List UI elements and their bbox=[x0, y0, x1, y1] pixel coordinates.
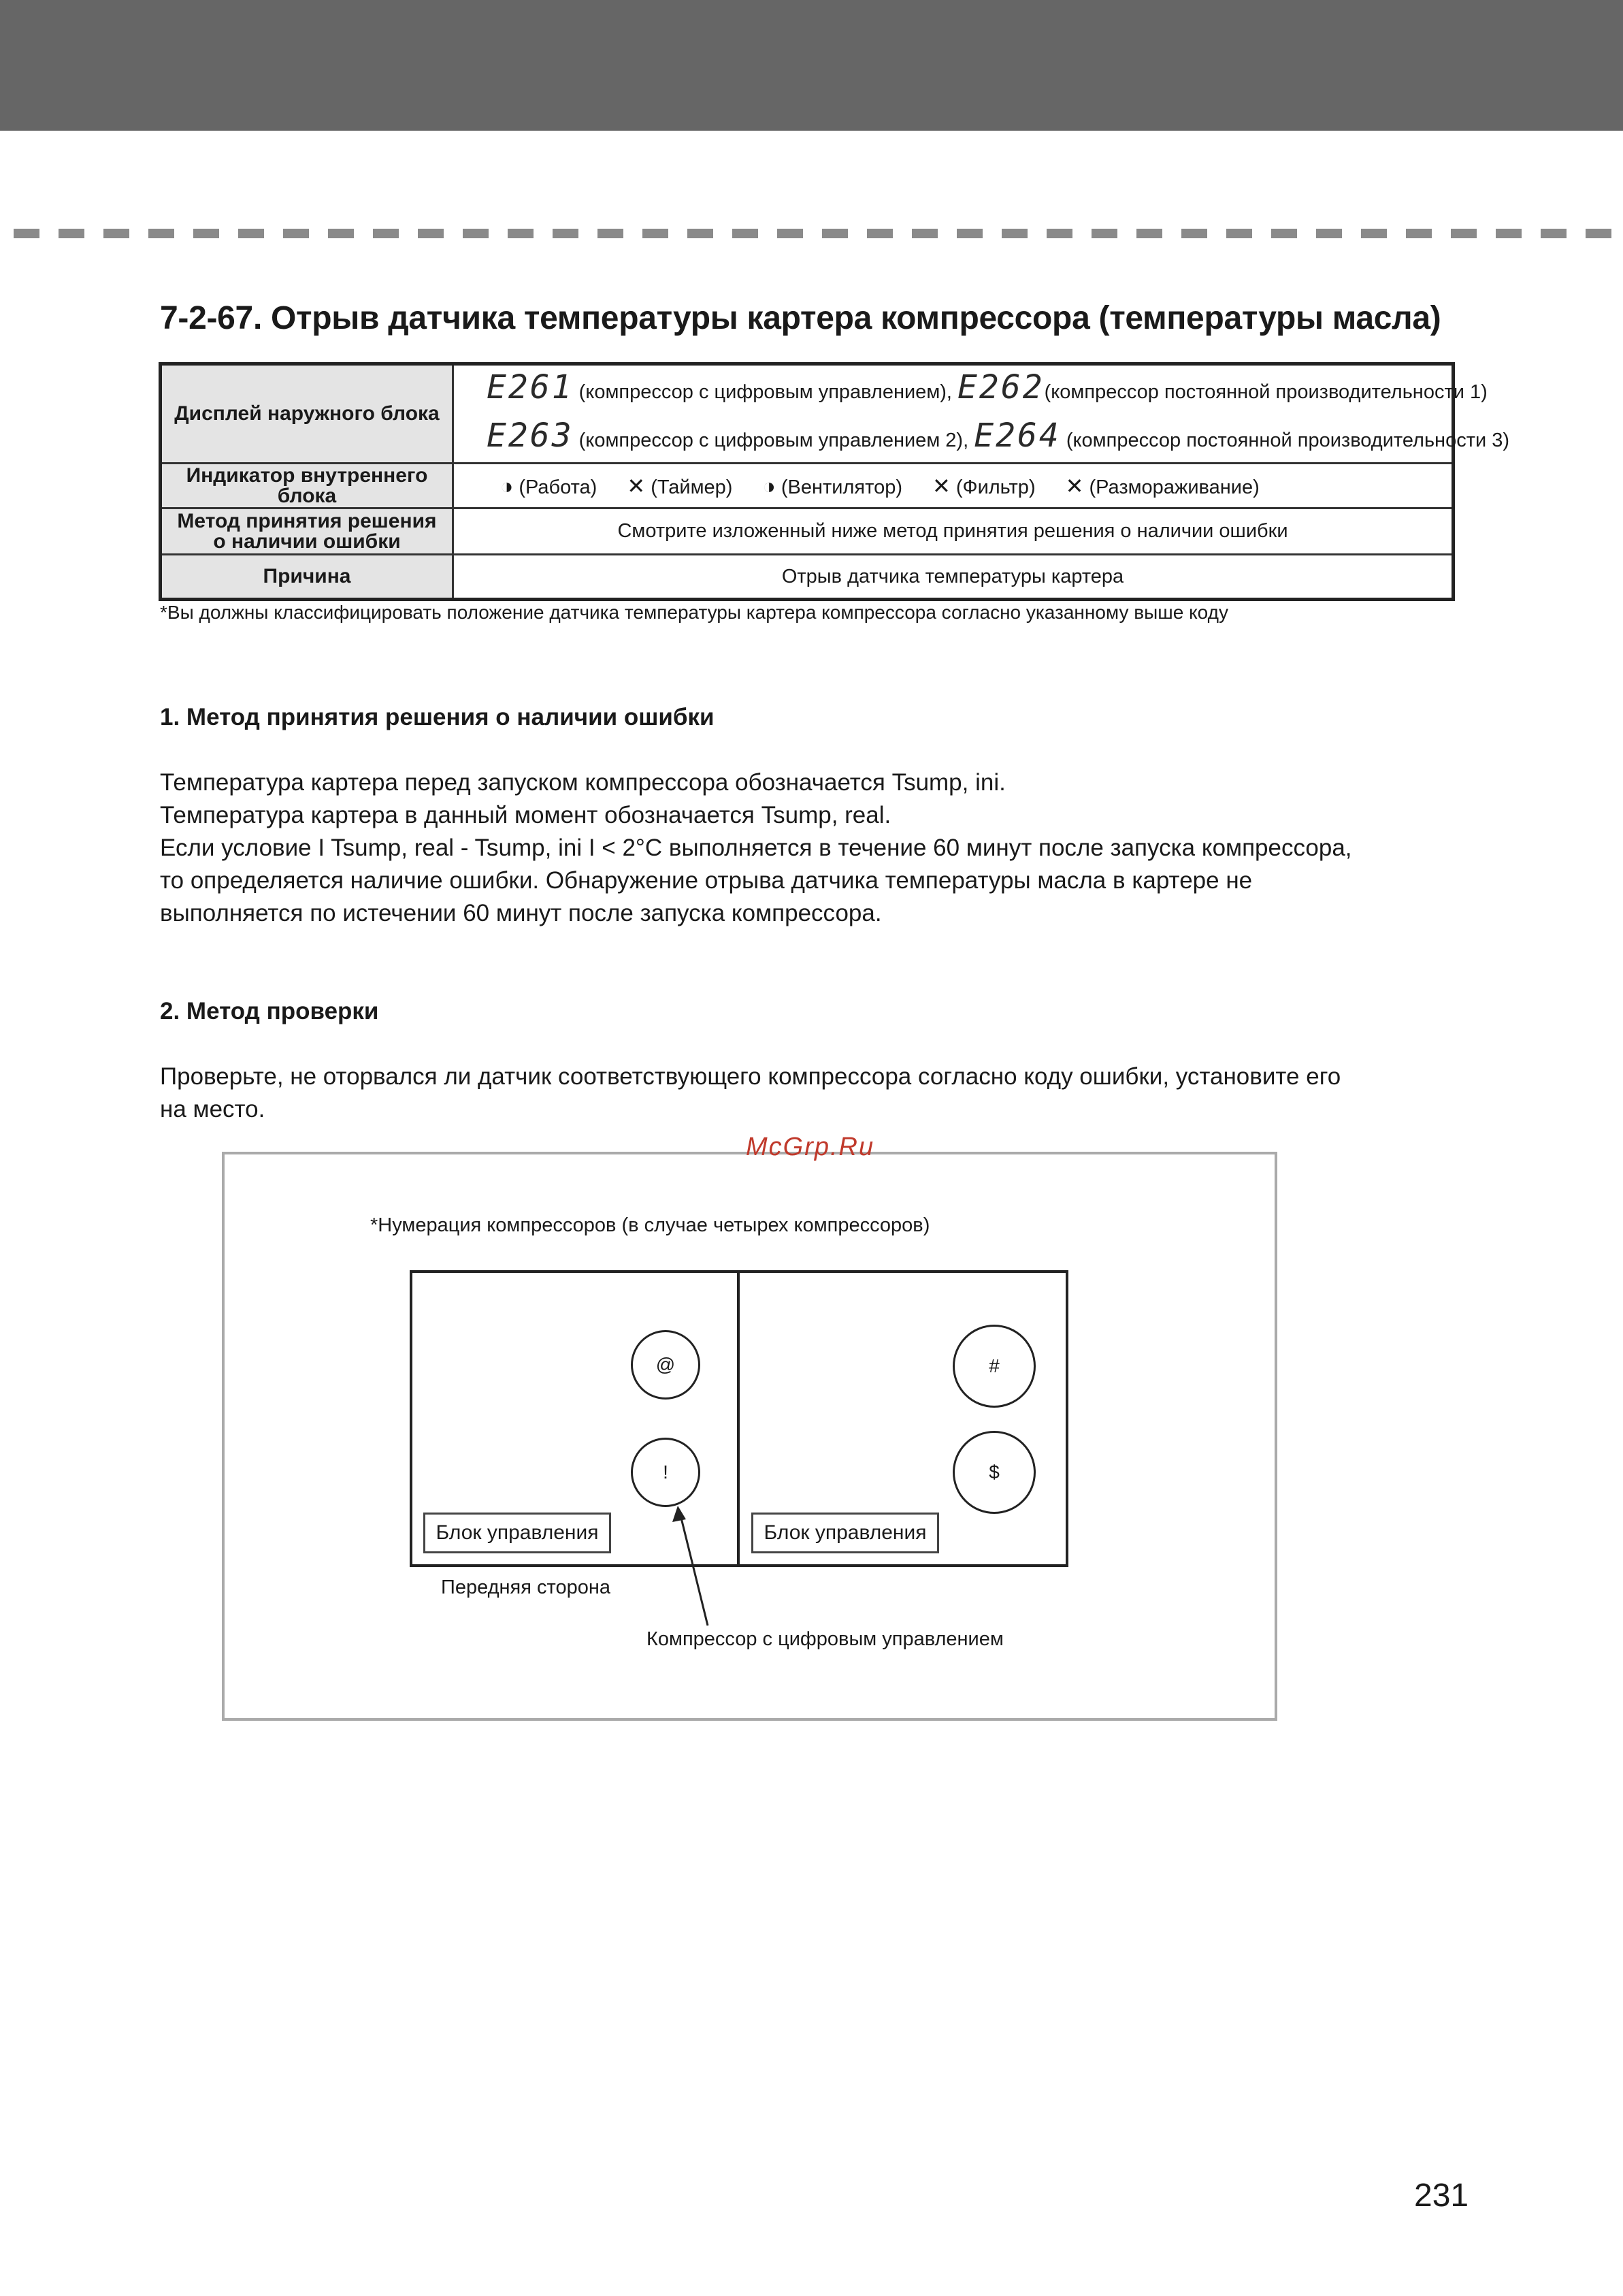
error-code-desc: (компрессор с цифровым управлением 2), bbox=[578, 430, 969, 451]
cross-icon: ✕ bbox=[932, 473, 951, 498]
error-code: E261 bbox=[487, 368, 574, 406]
compressor-bottom-left: ! bbox=[631, 1438, 700, 1507]
figure-caption: *Нумерация компрессоров (в случае четырех компрессоров) bbox=[370, 1214, 930, 1236]
label-cause: Причина bbox=[161, 555, 453, 600]
front-side-label: Передняя сторона bbox=[441, 1577, 610, 1598]
control-box-right: Блок управления bbox=[751, 1513, 939, 1553]
label-indoor-indicator: Индикатор внутреннего блока bbox=[161, 464, 453, 508]
paragraph-line: то определяется наличие ошибки. Обнаружение отрыва датчика температуры масла в картере не bbox=[160, 867, 1253, 894]
section1-heading: 1. Метод принятия решения о наличии ошибки bbox=[160, 704, 715, 730]
watermark: McGrp.Ru bbox=[746, 1133, 875, 1161]
cause-value: Отрыв датчика температуры картера bbox=[453, 555, 1454, 600]
digital-compressor-label: Компрессор с цифровым управлением bbox=[646, 1628, 1004, 1650]
error-code-desc: (компрессор постоянной производительности 1) bbox=[1044, 381, 1488, 403]
compressor-top-right: # bbox=[953, 1325, 1036, 1408]
paragraph-line: Если условие I Tsump, real - Tsump, ini I < 2°C выполняется в течение 60 минут после запуска компрессора, bbox=[160, 835, 1352, 861]
error-code: E264 bbox=[974, 417, 1061, 455]
cross-icon: ✕ bbox=[1065, 473, 1084, 498]
label-outdoor-display: Дисплей наружного блока bbox=[161, 364, 453, 464]
error-code-desc: (компрессор постоянной производительности 3) bbox=[1066, 430, 1510, 451]
section2-heading: 2. Метод проверки bbox=[160, 998, 379, 1024]
indicator-item: ◑ (Вентилятор) bbox=[762, 473, 902, 498]
paragraph-line: выполняется по истечении 60 минут после запуска компрессора. bbox=[160, 900, 882, 926]
control-box-left: Блок управления bbox=[423, 1513, 611, 1553]
error-code-desc: (компрессор с цифровым управлением), bbox=[578, 381, 952, 403]
indicator-item: ◑ (Работа) bbox=[500, 473, 597, 498]
decision-method-value: Смотрите изложенный ниже метод принятия решения о наличии ошибки bbox=[453, 508, 1454, 555]
compressor-bottom-right: $ bbox=[953, 1431, 1036, 1514]
indicator-item: ✕ (Размораживание) bbox=[1065, 473, 1260, 498]
half-circle-icon: ◑ bbox=[500, 473, 514, 498]
paragraph-line: на место. bbox=[160, 1096, 265, 1122]
label-decision-method: Метод принятия решения о наличии ошибки bbox=[161, 508, 453, 555]
paragraph-line: Проверьте, не оторвался ли датчик соответствующего компрессора согласно коду ошибки, установите его bbox=[160, 1063, 1341, 1090]
error-code: E262 bbox=[957, 368, 1045, 406]
cross-icon: ✕ bbox=[627, 473, 646, 498]
half-circle-icon: ◑ bbox=[762, 473, 776, 498]
paragraph-line: Температура картера перед запуском компрессора обозначается Tsump, ini. bbox=[160, 769, 1006, 796]
table-note: *Вы должны классифицировать положение датчика температуры картера компрессора согласно указанному выше коду bbox=[160, 602, 1228, 623]
indicator-item: ✕ (Таймер) bbox=[627, 473, 733, 498]
paragraph-line: Температура картера в данный момент обозначается Tsump, real. bbox=[160, 802, 891, 828]
error-code: E263 bbox=[487, 417, 574, 455]
section-title: 7-2-67. Отрыв датчика температуры картера компрессора (температуры масла) bbox=[160, 300, 1441, 336]
indicator-item: ✕ (Фильтр) bbox=[932, 473, 1036, 498]
compressor-top-left: @ bbox=[631, 1330, 700, 1400]
page-number: 231 bbox=[1414, 2178, 1469, 2214]
